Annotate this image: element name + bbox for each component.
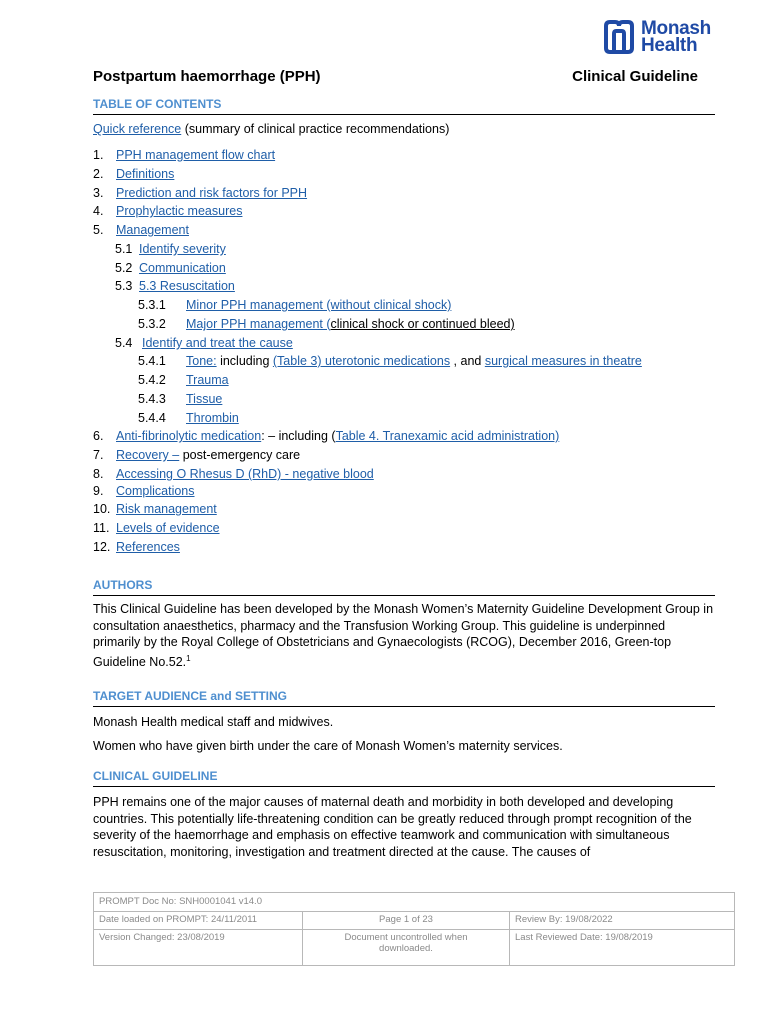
toc-item-number: 12.	[93, 540, 111, 554]
toc-item-number: 4.	[93, 204, 104, 218]
document-title: Postpartum haemorrhage (PPH)	[93, 68, 321, 85]
toc-item	[93, 166, 174, 182]
audience-line-1: Monash Health medical staff and midwives.	[93, 715, 334, 729]
toc-item-number: 5.3.1	[138, 298, 166, 312]
toc-link-rhd-blood[interactable]: Accessing O Rhesus D (RhD) - negative blood	[116, 467, 374, 481]
toc-item-number: 5.1	[115, 242, 133, 256]
toc-subsubitem	[138, 372, 229, 388]
footer-doc-number: PROMPT Doc No: SNH0001041 v14.0	[99, 896, 262, 907]
title-row	[93, 68, 735, 88]
toc-link-references[interactable]: References	[116, 540, 180, 554]
toc-item-number: 9.	[93, 484, 104, 498]
document-page	[93, 0, 735, 1024]
toc-item	[93, 466, 374, 482]
toc-item-number: 10.	[93, 502, 111, 516]
footer-row	[94, 911, 734, 930]
toc-item-number: 5.3	[115, 279, 133, 293]
toc-item-number: 5.4.3	[138, 392, 166, 406]
toc-item-number: 8.	[93, 467, 104, 481]
toc-link-management[interactable]: Management	[116, 223, 189, 237]
footer-page-number: Page 1 of 23	[302, 911, 509, 929]
toc-link-anti-fibrinolytic[interactable]: Anti-fibrinolytic medication	[116, 429, 262, 443]
toc-link-recovery[interactable]: Recovery –	[116, 448, 180, 462]
quick-reference-link[interactable]: Quick reference	[93, 122, 182, 136]
toc-link-identify-severity[interactable]: Identify severity	[139, 242, 226, 256]
toc-link-identify-cause[interactable]: Identify and treat the cause	[142, 336, 293, 350]
toc-subsubitem	[138, 297, 451, 313]
toc-link-tissue[interactable]: Tissue	[186, 392, 223, 406]
toc-item	[93, 447, 300, 463]
toc-link-trauma[interactable]: Trauma	[186, 373, 229, 387]
toc-subitem	[115, 335, 293, 351]
toc-link-definitions[interactable]: Definitions	[116, 167, 175, 181]
toc-item-number: 5.4.2	[138, 373, 166, 387]
toc-subsubitem	[138, 316, 515, 332]
toc-item-number: 5.2	[115, 261, 133, 275]
toc-subsubitem	[138, 353, 642, 369]
authors-paragraph	[93, 601, 715, 670]
logo-wordmark	[641, 20, 711, 54]
authors-heading: AUTHORS	[93, 578, 715, 596]
footer-review-by: Review By: 19/08/2022	[509, 911, 736, 929]
footer-date-loaded: Date loaded on PROMPT: 24/11/2011	[99, 914, 258, 925]
toc-item	[93, 483, 195, 499]
clinical-guideline-heading: CLINICAL GUIDELINE	[93, 769, 715, 787]
monash-logo-icon	[603, 20, 635, 54]
toc-anti-fibrinolytic-including: : – including (	[261, 429, 336, 443]
toc-item-number: 5.	[93, 223, 104, 237]
document-footer-table	[93, 892, 735, 966]
toc-link-tone[interactable]: Tone:	[186, 354, 217, 368]
toc-item	[93, 539, 180, 555]
toc-link-minor-pph[interactable]: Minor PPH management (without clinical shock)	[186, 298, 452, 312]
authors-footnote-ref: 1	[186, 653, 191, 663]
toc-item-number: 6.	[93, 429, 104, 443]
toc-item-number: 3.	[93, 186, 104, 200]
toc-link-prophylactic[interactable]: Prophylactic measures	[116, 204, 243, 218]
toc-heading: TABLE OF CONTENTS	[93, 97, 715, 115]
toc-subitem	[115, 241, 226, 257]
toc-item-number: 5.4.1	[138, 354, 166, 368]
quick-reference-line	[93, 121, 449, 137]
audience-line-2: Women who have given birth under the care of Monash Women’s maternity services.	[93, 739, 563, 753]
toc-major-pph-rest: clinical shock or continued bleed)	[330, 317, 515, 331]
document-type: Clinical Guideline	[572, 68, 698, 85]
toc-item	[93, 501, 217, 517]
toc-subitem	[115, 260, 226, 276]
logo-line-1: Monash	[641, 18, 711, 39]
toc-item-number: 11.	[93, 521, 110, 535]
toc-item-number: 5.4	[115, 336, 133, 350]
toc-item-number: 5.3.2	[138, 317, 166, 331]
toc-item	[93, 147, 275, 163]
toc-subsubitem	[138, 391, 222, 407]
toc-item	[93, 185, 307, 201]
footer-last-reviewed: Last Reviewed Date: 19/08/2019	[509, 929, 736, 965]
toc-item	[93, 222, 189, 238]
footer-uncontrolled-note: Document uncontrolled when downloaded.	[302, 929, 509, 965]
toc-link-thrombin[interactable]: Thrombin	[186, 411, 239, 425]
toc-link-risk-factors[interactable]: Prediction and risk factors for PPH	[116, 186, 308, 200]
toc-recovery-rest: post-emergency care	[179, 448, 301, 462]
toc-subsubitem	[138, 410, 239, 426]
footer-row	[94, 893, 734, 912]
target-audience-heading: TARGET AUDIENCE and SETTING	[93, 689, 715, 707]
footer-version-changed: Version Changed: 23/08/2019	[99, 932, 225, 943]
logo-line-2: Health	[641, 35, 698, 56]
toc-link-surgical-measures[interactable]: surgical measures in theatre	[484, 354, 642, 368]
toc-tone-including: including	[216, 354, 273, 368]
toc-item-number: 7.	[93, 448, 104, 462]
toc-link-risk-management[interactable]: Risk management	[116, 502, 217, 516]
footer-row	[94, 929, 734, 965]
quick-reference-note: (summary of clinical practice recommendations)	[181, 122, 450, 136]
toc-link-tranexamic-acid[interactable]: Table 4. Tranexamic acid administration)	[335, 429, 560, 443]
toc-item-number: 5.4.4	[138, 411, 166, 425]
toc-link-communication[interactable]: Communication	[139, 261, 226, 275]
clinical-guideline-paragraph: PPH remains one of the major causes of maternal death and morbidity in both developed and developing countries. This potentially life-threatening condition can be greatly reduced through prompt recognition of the severity of the haemorrhage and emphasis on effective teamwork and communication with simultaneous resuscitation, monitoring, investigation and treatment directed at the cause. The causes of	[93, 795, 692, 859]
authors-text: This Clinical Guideline has been developed by the Monash Women’s Maternity Guideline Development Group in consultation anaesthetics, pharmacy and the Transfusion Working Group. This guideline is underpinned primarily by the Royal College of Obstetricians and Gynaecologists (RCOG), December 2016, Green-top Guideline No.52.	[93, 602, 714, 669]
toc-item	[93, 203, 242, 219]
monash-health-logo	[603, 18, 711, 56]
toc-link-complications[interactable]: Complications	[116, 484, 195, 498]
toc-link-uterotonic[interactable]: (Table 3) uterotonic medications	[272, 354, 451, 368]
toc-link-resuscitation[interactable]: 5.3 Resuscitation	[139, 279, 235, 293]
toc-tone-and: , and	[450, 354, 485, 368]
toc-link-flow-chart[interactable]: PPH management flow chart	[116, 148, 276, 162]
toc-item-number: 2.	[93, 167, 104, 181]
toc-subitem	[115, 278, 235, 294]
toc-link-major-pph[interactable]: Major PPH management (	[186, 317, 331, 331]
toc-item	[93, 520, 220, 536]
toc-link-levels-of-evidence[interactable]: Levels of evidence	[116, 521, 220, 535]
toc-item	[93, 428, 559, 444]
toc-item-number: 1.	[93, 148, 104, 162]
